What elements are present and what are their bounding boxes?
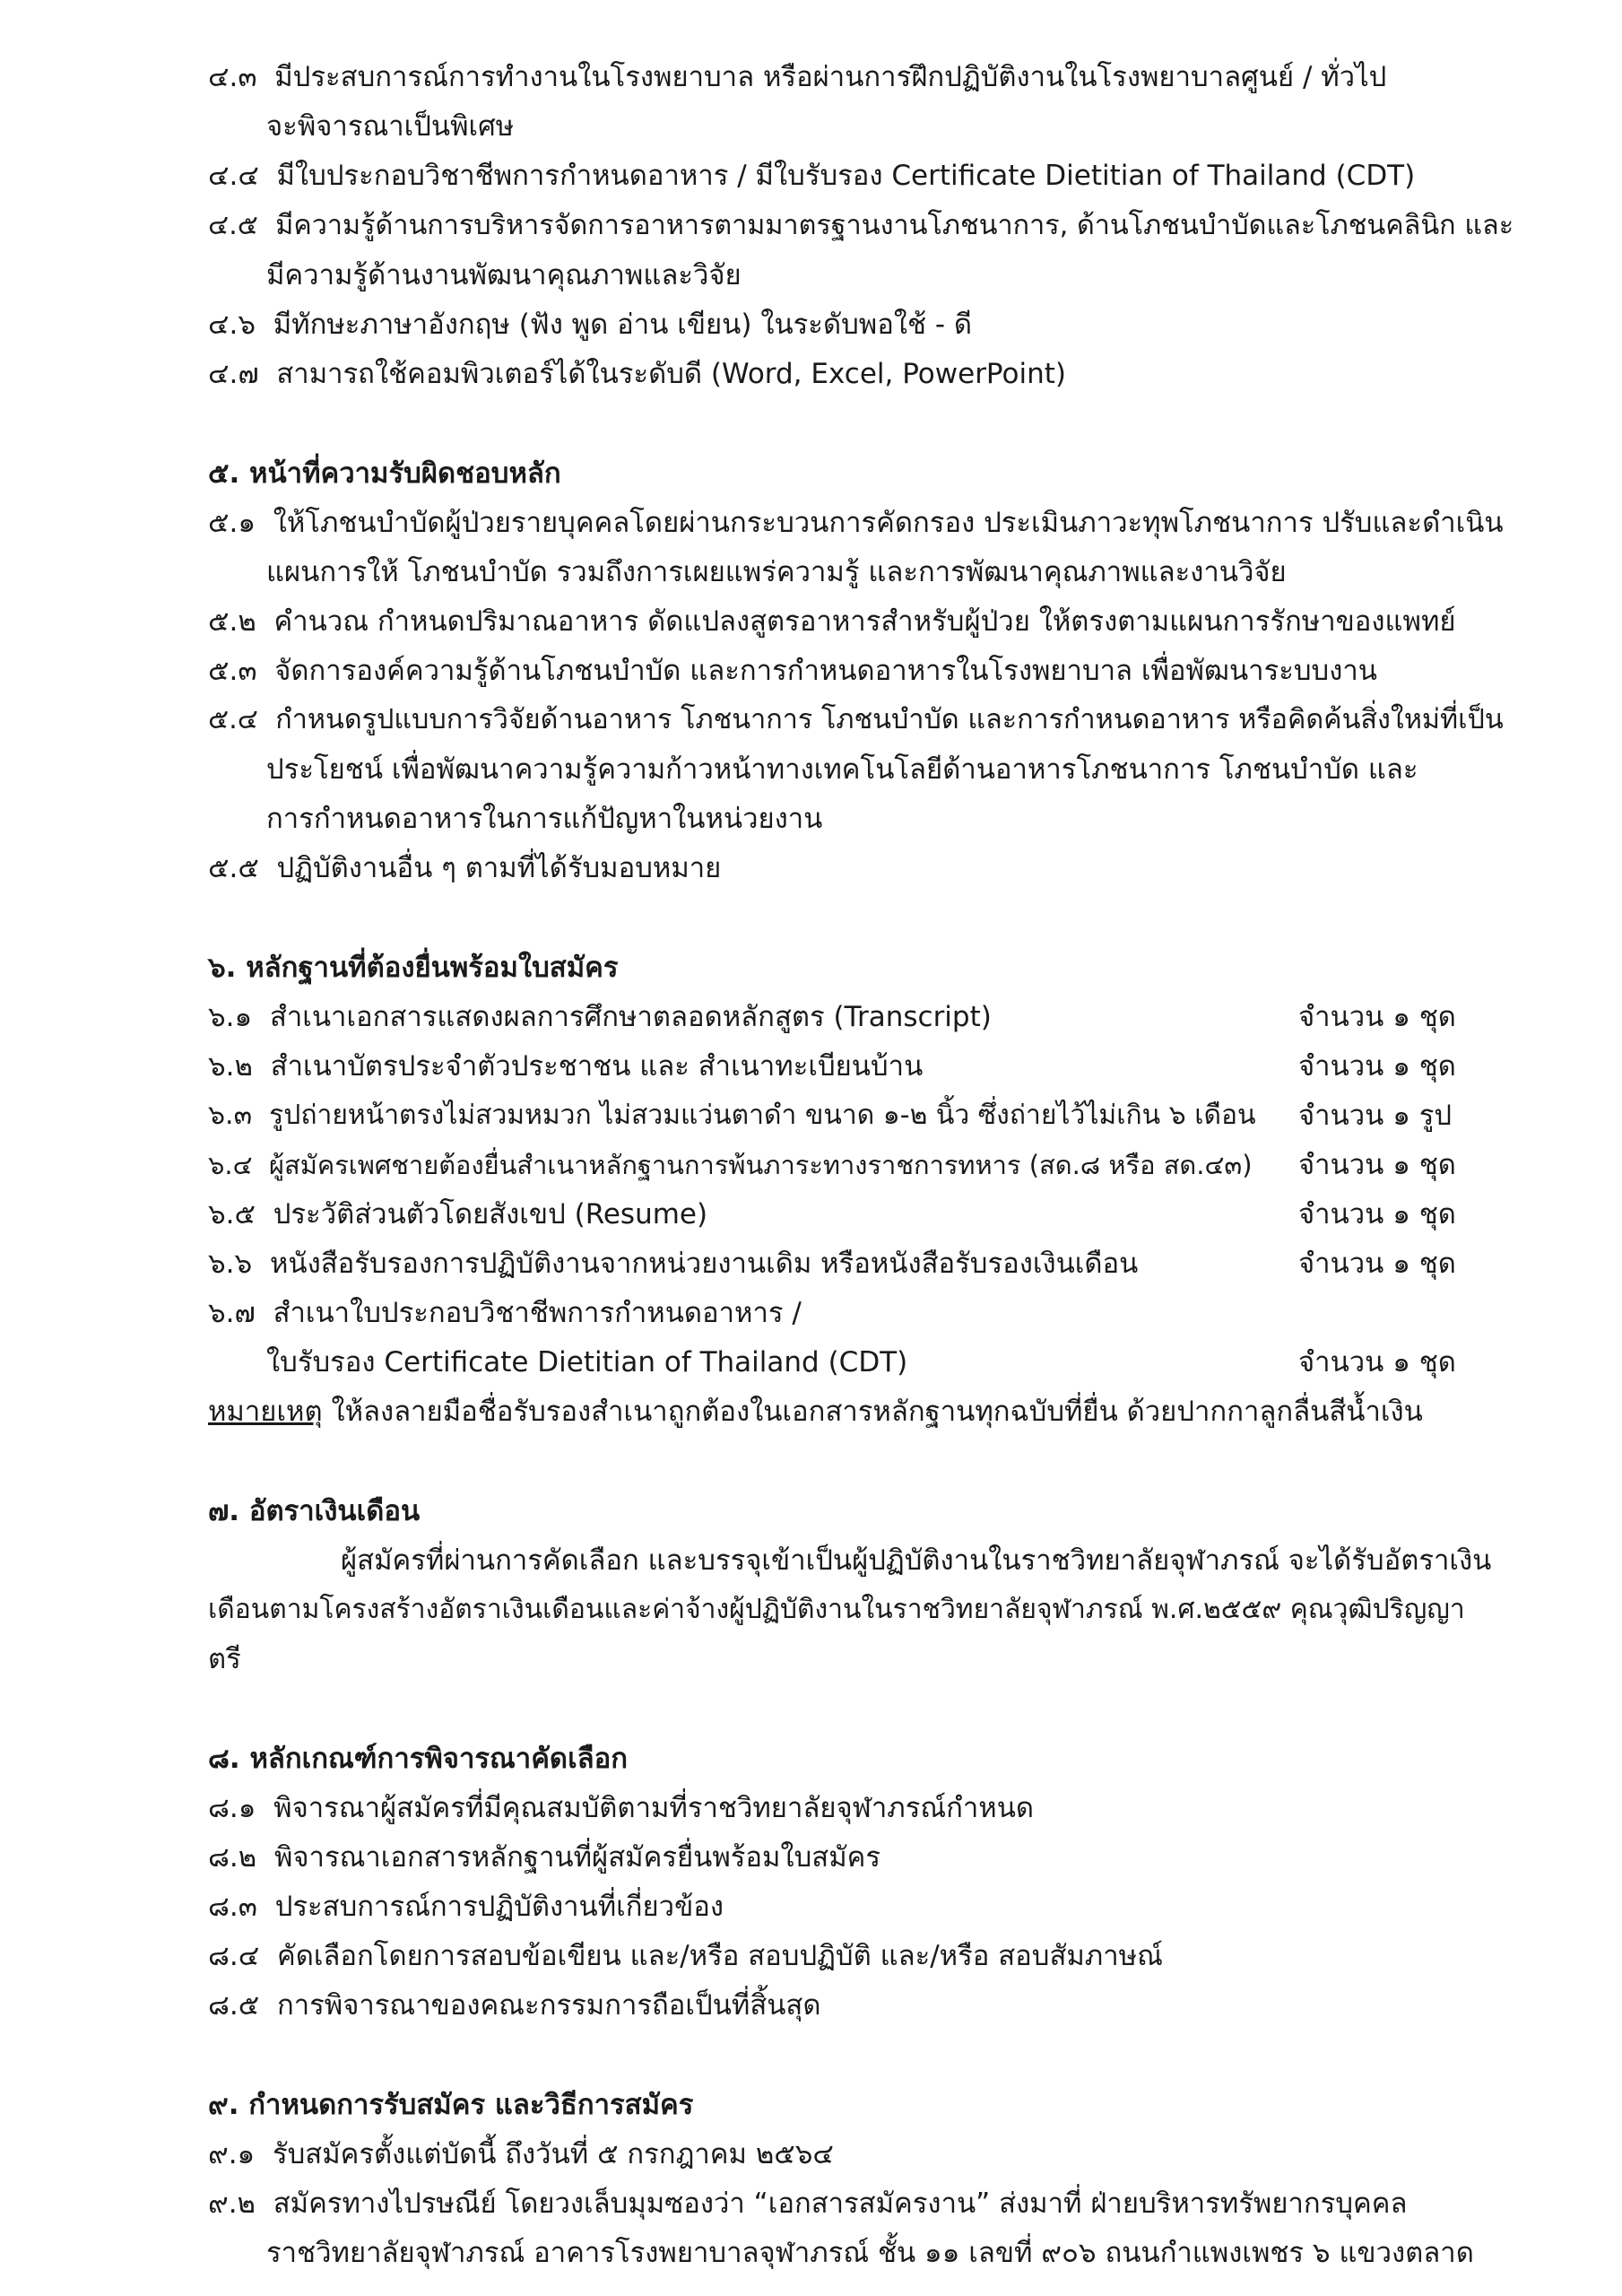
item-6-6-quantity: จำนวน ๑ ชุด [1298,1248,1456,1280]
item-number: ๔.๔ [208,160,259,192]
item-text: คำนวณ กำหนดปริมาณอาหาร ดัดแปลงสูตรอาหารสำหรับผู้ป่วย ให้ตรงตามแผนการรักษาของแพทย์ [273,605,1456,638]
item-number: ๔.๕ [208,210,258,241]
item-text: ปฏิบัติงานอื่น ๆ ตามที่ได้รับมอบหมาย [276,852,722,884]
item-number: ๕.๔ [208,704,258,735]
section-8-heading: ๘. หลักเกณฑ์การพิจารณาคัดเลือก [208,1743,629,1775]
item-number: ๖.๕ [208,1198,256,1231]
item-5-1 [208,505,1504,541]
item-6-6 [208,1246,1138,1282]
item-text: จัดการองค์ความรู้ด้านโภชนบำบัด และการกำหนดอาหารในโรงพยาบาล เพื่อพัฒนาระบบงาน [274,655,1377,687]
item-4-3 [208,59,1386,95]
item-text: กำหนดรูปแบบการวิจัยด้านอาหาร โภชนาการ โภชนบำบัด และการกำหนดอาหาร หรือคิดค้นสิ่งใหม่ที่เป็น [275,704,1504,735]
salary-paragraph-line-1: ผู้สมัครที่ผ่านการคัดเลือก และบรรจุเข้าเป็นผู้ปฏิบัติงานในราชวิทยาลัยจุฬาภรณ์ จะได้รับอัตราเงิน [341,1544,1492,1577]
item-number: ๖.๑ [208,1001,253,1033]
item-text: คัดเลือกโดยการสอบข้อเขียน และ/หรือ สอบปฏิบัติ และ/หรือ สอบสัมภาษณ์ [276,1940,1163,1972]
item-number: ๕.๕ [208,852,259,884]
item-4-5-continued: มีความรู้ด้านงานพัฒนาคุณภาพและวิจัย [266,259,742,291]
section-7-heading: ๗. อัตราเงินเดือน [208,1495,421,1527]
item-9-2-continued: ราชวิทยาลัยจุฬาภรณ์ อาคารโรงพยาบาลจุฬาภรณ์ ชั้น ๑๑ เลขที่ ๙๐๖ ถนนกำแพงเพชร ๖ แขวงตลาด [266,2237,1474,2269]
item-number: ๘.๕ [208,1989,260,2022]
item-text: สามารถใช้คอมพิวเตอร์ได้ในระดับดี (Word, Excel, PowerPoint) [276,358,1066,390]
item-5-4-continued: ประโยชน์ เพื่อพัฒนาความรู้ความก้าวหน้าทางเทคโนโลยีด้านอาหารโภชนาการ โภชนบำบัด และ [266,753,1418,786]
item-text: สมัครทางไปรษณีย์ โดยวงเล็บมุมซองว่า “เอกสารสมัครงาน” ส่งมาที่ ฝ่ายบริหารทรัพยากรบุคคล [273,2187,1408,2220]
item-8-1 [208,1790,1034,1826]
item-number: ๖.๓ [208,1100,253,1131]
item-number: ๕.๑ [208,507,256,539]
item-6-4 [208,1147,1253,1183]
item-number: ๔.๓ [208,61,257,93]
item-number: ๖.๖ [208,1248,253,1280]
section-5-heading: ๕. หน้าที่ความรับผิดชอบหลัก [208,457,561,490]
item-number: ๖.๗ [208,1297,256,1329]
item-text: ประสบการณ์การปฏิบัติงานที่เกี่ยวข้อง [274,1891,724,1923]
item-4-4 [208,158,1415,194]
item-6-1-quantity: จำนวน ๑ ชุด [1298,1001,1456,1033]
item-text: รับสมัครตั้งแต่บัดนี้ ถึงวันที่ ๕ กรกฎาคม ๒๕๖๔ [272,2138,834,2170]
item-6-5-quantity: จำนวน ๑ ชุด [1298,1198,1456,1231]
item-6-2 [208,1048,923,1084]
item-5-4-continued-2: การกำหนดอาหารในการแก้ปัญหาในหน่วยงาน [266,803,823,835]
item-text: ให้โภชนบำบัดผู้ป่วยรายบุคคลโดยผ่านกระบวนการคัดกรอง ประเมินภาวะทุพโภชนาการ ปรับและดำเนิน [273,507,1504,539]
item-text: หนังสือรับรองการปฏิบัติงานจากหน่วยงานเดิม หรือหนังสือรับรองเงินเดือน [269,1248,1139,1280]
note-label: หมายเหตุ [208,1396,323,1428]
item-number: ๘.๒ [208,1841,257,1874]
item-number: ๘.๓ [208,1891,257,1923]
item-5-1-continued: แผนการให้ โภชนบำบัด รวมถึงการเผยแพร่ความรู้ และการพัฒนาคุณภาพและงานวิจัย [266,556,1287,588]
item-6-1 [208,999,992,1035]
item-text: พิจารณาผู้สมัครที่มีคุณสมบัติตามที่ราชวิทยาลัยจุฬาภรณ์กำหนด [273,1792,1035,1824]
item-6-3 [208,1098,1256,1134]
item-8-5 [208,1987,820,2023]
item-text: สำเนาใบประกอบวิชาชีพการกำหนดอาหาร / [273,1297,802,1329]
item-4-3-continued: จะพิจารณาเป็นพิเศษ [266,110,515,143]
item-4-7 [208,356,1066,392]
item-number: ๔.๖ [208,309,256,341]
note-text: ให้ลงลายมือชื่อรับรองสำเนาถูกต้องในเอกสารหลักฐานทุกฉบับที่ยื่น ด้วยปากกาลูกลื่นสีน้ำเงิน [322,1396,1423,1428]
item-5-2 [208,604,1456,639]
item-4-6 [208,307,972,343]
item-6-3-quantity: จำนวน ๑ รูป [1298,1100,1453,1132]
item-text: มีความรู้ด้านการบริหารจัดการอาหารตามมาตรฐานงานโภชนาการ, ด้านโภชนบำบัดและโภชนคลินิก และ [275,210,1514,241]
item-5-5 [208,850,721,886]
item-text: รูปถ่ายหน้าตรงไม่สวมหมวก ไม่สวมแว่นตาดำ ขนาด ๑-๒ นิ้ว ซึ่งถ่ายไว้ไม่เกิน ๖ เดือน [269,1100,1256,1131]
item-5-3 [208,653,1377,689]
item-text: การพิจารณาของคณะกรรมการถือเป็นที่สิ้นสุด [276,1989,821,2022]
item-4-5 [208,208,1514,244]
item-6-2-quantity: จำนวน ๑ ชุด [1298,1050,1456,1083]
section-6-heading: ๖. หลักฐานที่ต้องยื่นพร้อมใบสมัคร [208,952,619,984]
item-6-4-quantity: จำนวน ๑ ชุด [1298,1149,1456,1181]
item-number: ๖.๒ [208,1050,253,1083]
item-number: ๕.๓ [208,655,257,687]
section-9-heading: ๙. กำหนดการรับสมัคร และวิธีการสมัคร [208,2089,694,2121]
item-5-4 [208,702,1504,738]
salary-paragraph-line-3: ตรี [208,1643,241,1675]
salary-paragraph-line-2: เดือนตามโครงสร้างอัตราเงินเดือนและค่าจ้างผู้ปฏิบัติงานในราชวิทยาลัยจุฬาภรณ์ พ.ศ.๒๕๕๙ คุณวุฒิปริญญา [208,1594,1465,1625]
item-number: ๘.๔ [208,1940,260,1972]
item-text: สำเนาเอกสารแสดงผลการศึกษาตลอดหลักสูตร (Transcript) [269,1001,992,1033]
item-6-7-continued: ใบรับรอง Certificate Dietitian of Thailand (CDT) [266,1346,908,1378]
item-8-4 [208,1938,1163,1974]
item-6-7 [208,1295,802,1331]
item-text: พิจารณาเอกสารหลักฐานที่ผู้สมัครยื่นพร้อมใบสมัคร [273,1841,881,1874]
item-6-5 [208,1196,707,1232]
item-text: สำเนาบัตรประจำตัวประชาชน และ สำเนาทะเบียนบ้าน [270,1050,924,1083]
item-text: มีใบประกอบวิชาชีพการกำหนดอาหาร / มีใบรับรอง Certificate Dietitian of Thailand (CDT) [276,160,1416,192]
item-text: ผู้สมัครเพศชายต้องยื่นสำเนาหลักฐานการพ้นภาระทางราชการทหาร (สด.๘ หรือ สด.๔๓) [269,1150,1253,1180]
item-8-2 [208,1839,880,1875]
item-6-7-quantity: จำนวน ๑ ชุด [1298,1346,1456,1378]
item-9-1 [208,2136,834,2172]
item-number: ๖.๔ [208,1150,253,1180]
item-number: ๔.๗ [208,358,259,390]
item-text: ประวัติส่วนตัวโดยสังเขป (Resume) [273,1198,708,1231]
item-number: ๙.๑ [208,2138,256,2170]
item-number: ๙.๒ [208,2187,256,2220]
item-text: มีทักษะภาษาอังกฤษ (ฟัง พูด อ่าน เขียน) ในระดับพอใช้ - ดี [273,309,973,341]
item-number: ๕.๒ [208,605,256,638]
item-9-2 [208,2186,1407,2222]
item-text: มีประสบการณ์การทำงานในโรงพยาบาล หรือผ่านการฝึกปฏิบัติงานในโรงพยาบาลศูนย์ / ทั่วไป [274,61,1387,93]
item-8-3 [208,1889,724,1925]
note-line [208,1394,1423,1430]
item-number: ๘.๑ [208,1792,256,1824]
